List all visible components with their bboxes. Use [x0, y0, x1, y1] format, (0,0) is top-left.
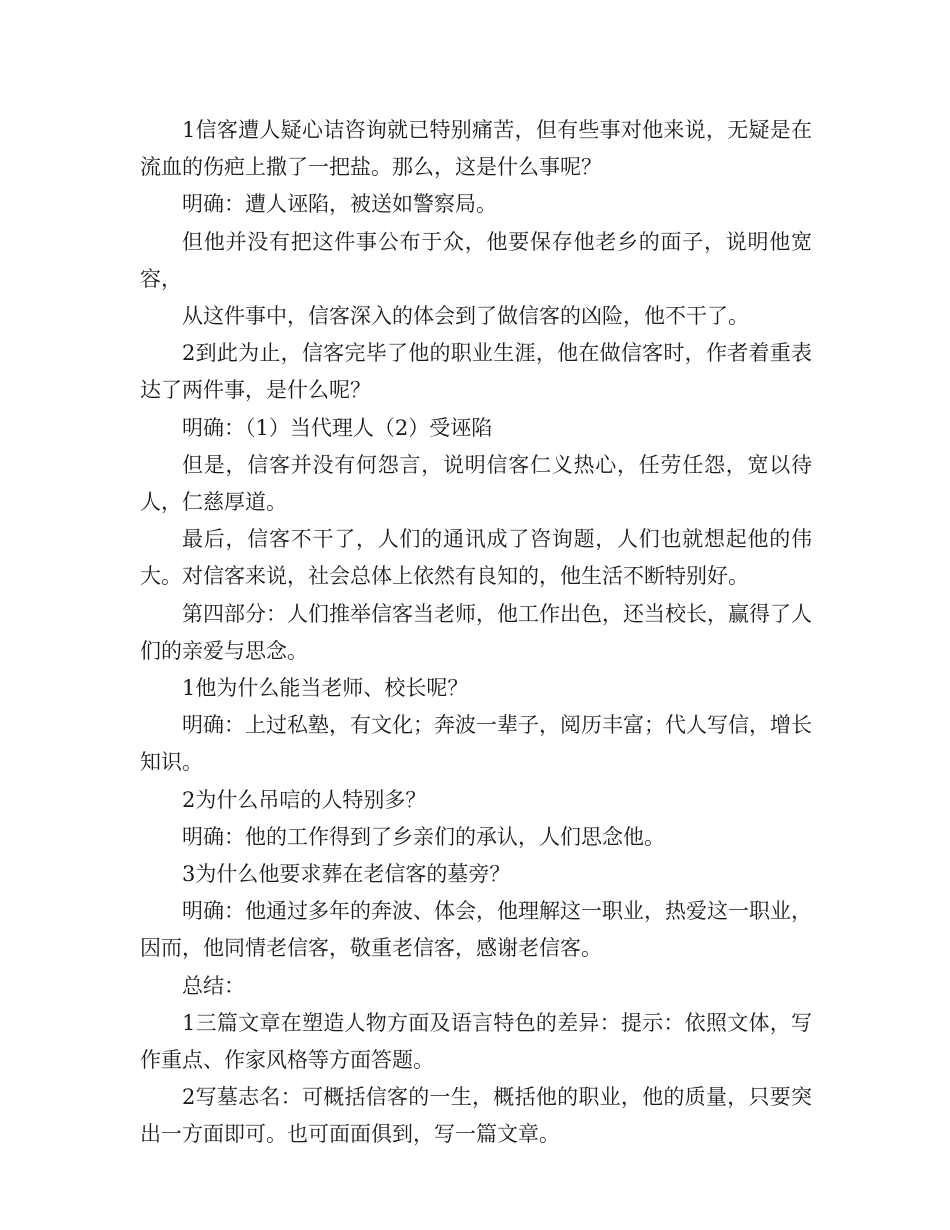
summary-item: 2写墓志名：可概括信客的一生，概括他的职业，他的质量，只要突出一方面即可。也可面面俱到，写一篇文章。	[140, 1085, 812, 1147]
document-body	[140, 112, 812, 1154]
answer: 明确：他的工作得到了乡亲们的承认，人们思念他。	[182, 824, 665, 849]
paragraph: 从这件事中，信客深入的体会到了做信客的凶险，他不干了。	[182, 304, 749, 329]
question: 1他为什么能当老师、校长呢？	[182, 676, 469, 701]
question: 3为什么他要求葬在老信客的墓旁？	[182, 862, 511, 887]
answer: 明确：上过私塾，有文化；奔波一辈子，阅历丰富；代人写信，增长知识。	[140, 713, 812, 775]
paragraph: 明确：遭人诬陷，被送如警察局。	[182, 192, 497, 217]
paragraph: 2到此为止，信客完毕了他的职业生涯，他在做信客时，作者着重表达了两件事，是什么呢？	[140, 341, 812, 403]
paragraph: 1信客遭人疑心诘咨询就已特别痛苦，但有些事对他来说，无疑是在流血的伤疤上撒了一把盐。那么，这是什么事呢？	[140, 118, 812, 180]
section-heading: 第四部分：人们推举信客当老师，他工作出色，还当校长，赢得了人们的亲爱与思念。	[140, 601, 812, 663]
paragraph: 但是，信客并没有何怨言，说明信客仁义热心，任劳任怨，宽以待人，仁慈厚道。	[140, 452, 812, 515]
paragraph: 但他并没有把这件事公布于众，他要保存他老乡的面子，说明他宽容，	[140, 229, 812, 291]
paragraph: 明确：（1）当代理人（2）受诬陷	[182, 415, 493, 440]
summary-item: 1三篇文章在塑造人物方面及语言特色的差异：提示：依照文体，写作重点、作家风格等方面答题。	[140, 1010, 812, 1073]
answer: 明确：他通过多年的奔波、体会，他理解这一职业，热爱这一职业，因而，他同情老信客，敬重老信客，感谢老信客。	[140, 899, 812, 961]
question: 2为什么吊唁的人特别多？	[182, 787, 427, 812]
summary-heading: 总结：	[182, 973, 245, 998]
paragraph: 最后，信客不干了，人们的通讯成了咨询题，人们也就想起他的伟大。对信客来说，社会总体上依然有良知的，他生活不断特别好。	[140, 527, 812, 589]
